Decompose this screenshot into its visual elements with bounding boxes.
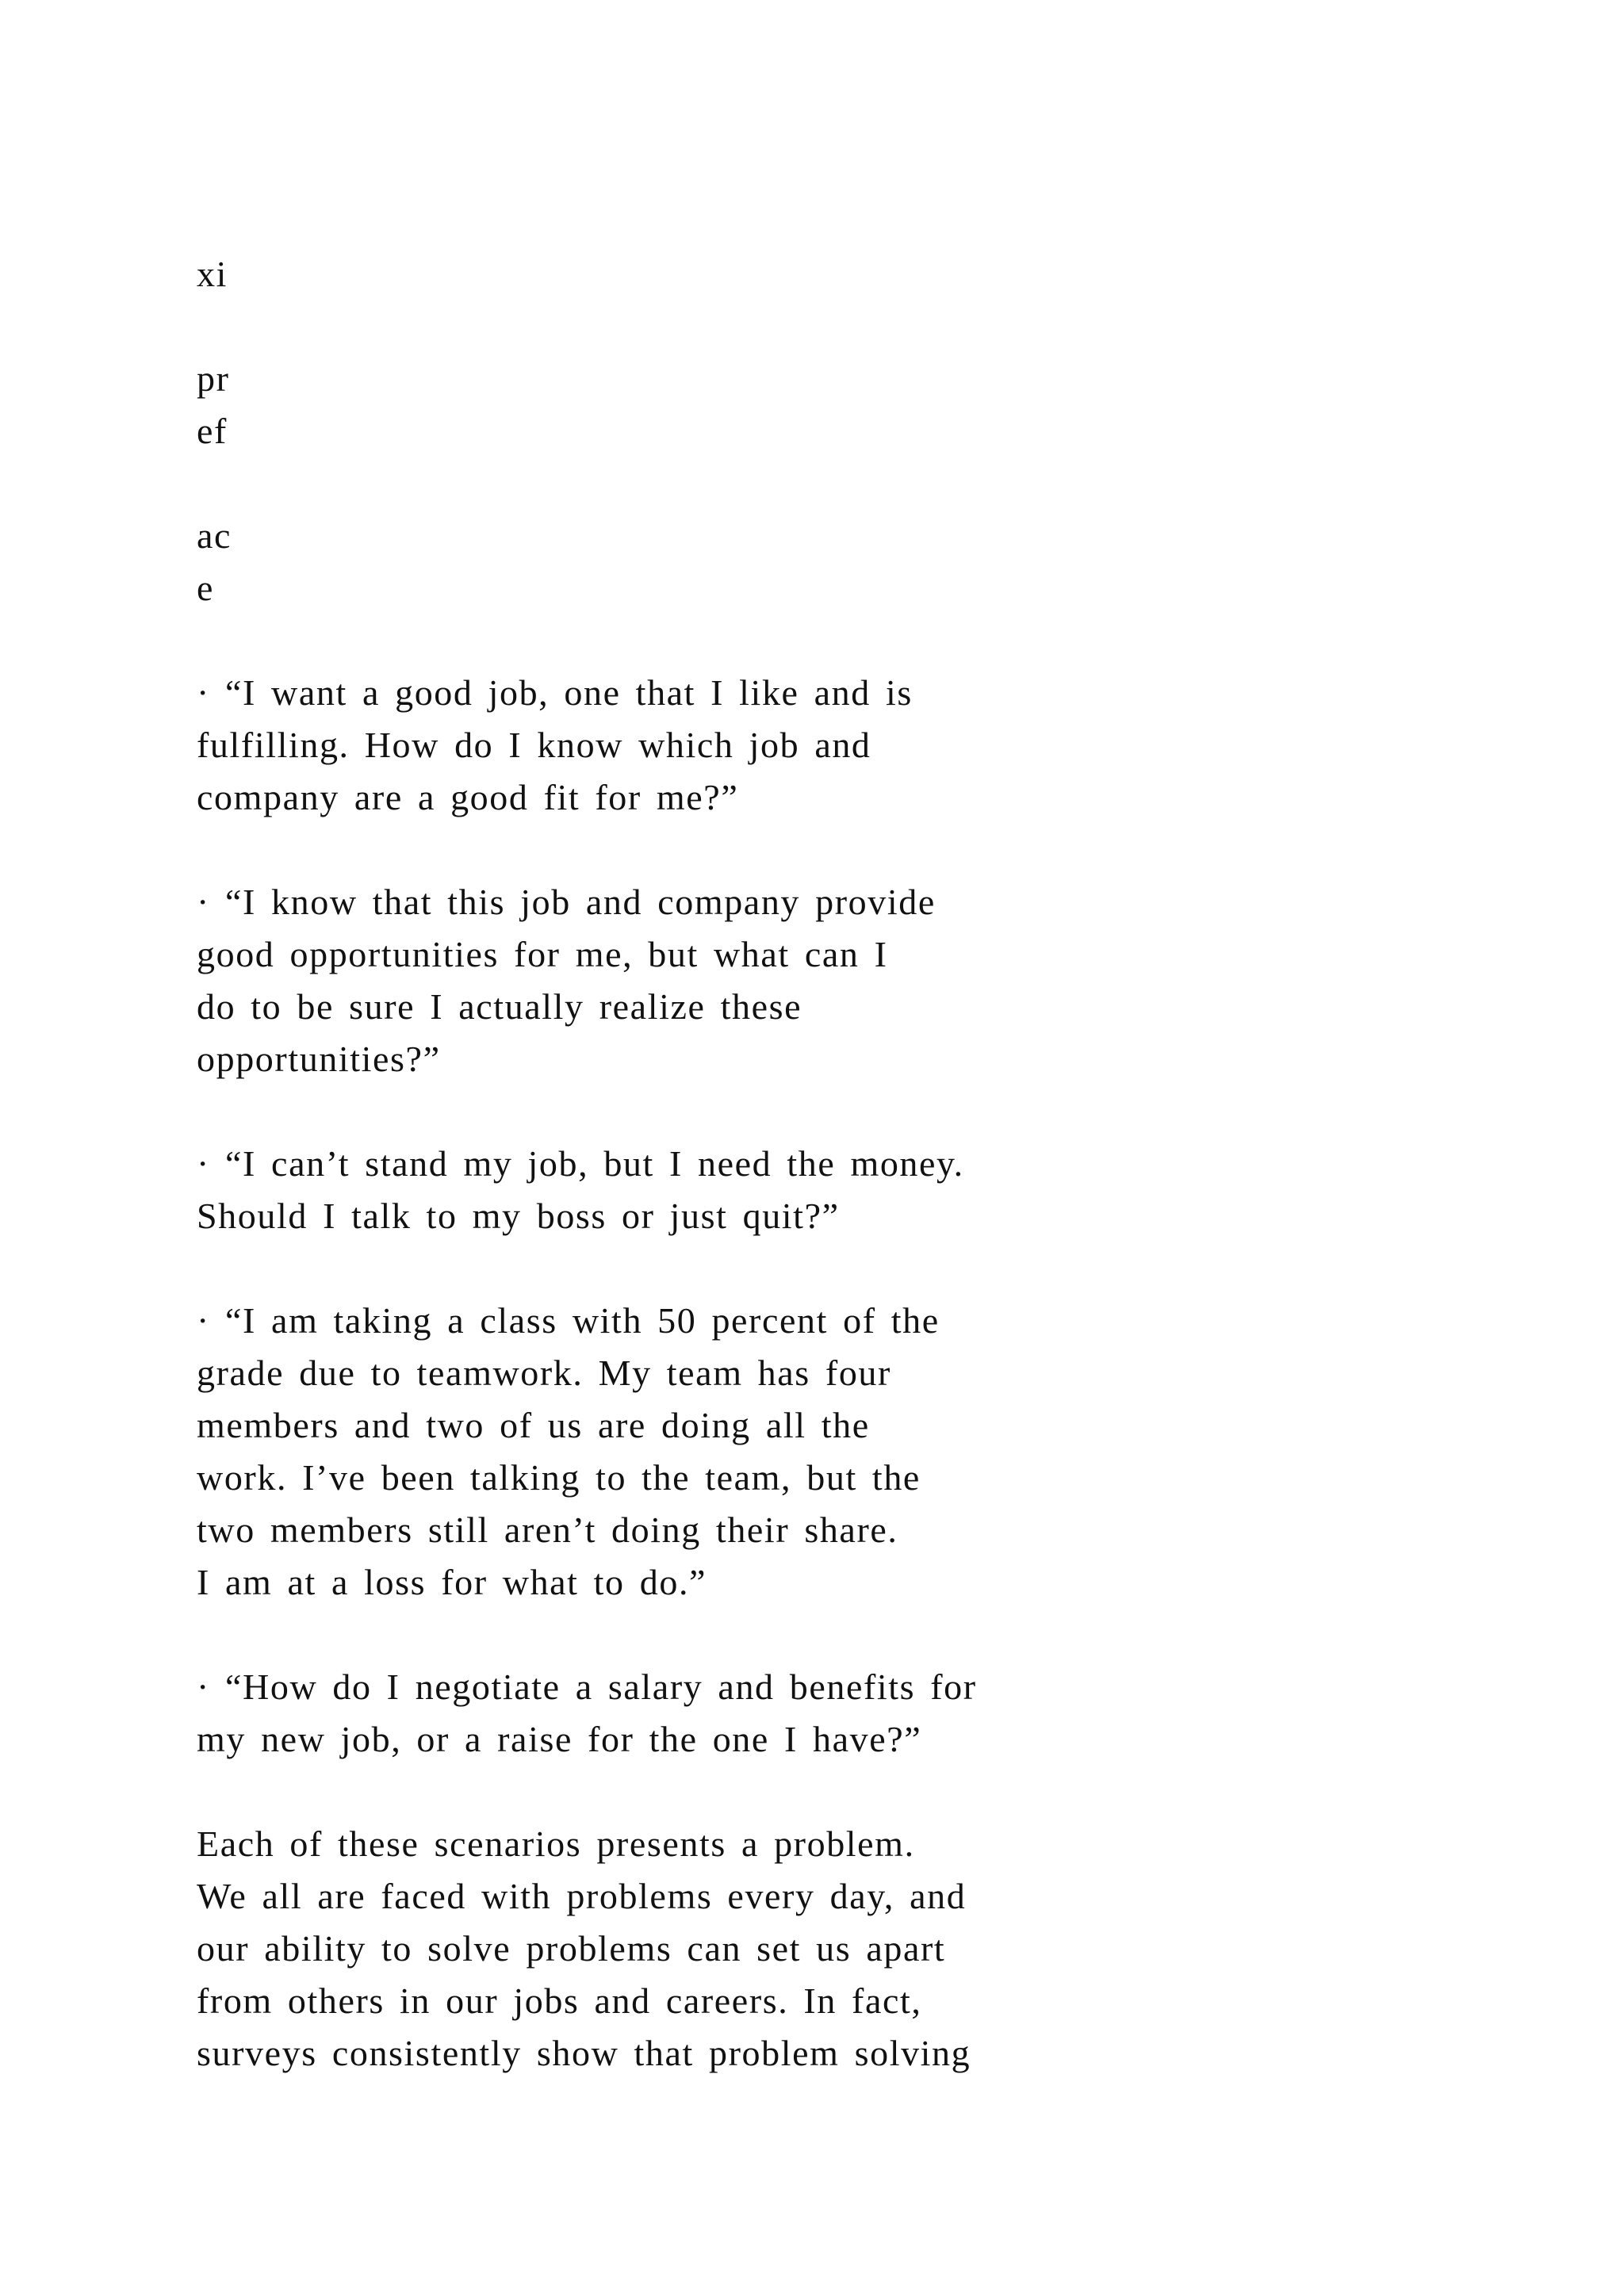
- question-4-line: grade due to teamwork. My team has four: [197, 1353, 891, 1393]
- heading-fragment: e: [197, 568, 215, 608]
- question-2-line: do to be sure I actually realize these: [197, 986, 802, 1027]
- question-5-line: · “How do I negotiate a salary and benefits for: [197, 1667, 977, 1707]
- heading-fragment: ef: [197, 411, 228, 451]
- question-4-line: work. I’ve been talking to the team, but the: [197, 1457, 921, 1498]
- question-5-line: my new job, or a raise for the one I have?”: [197, 1719, 922, 1759]
- closing-paragraph-line: surveys consistently show that problem solving: [197, 2033, 971, 2073]
- closing-paragraph-line: our ability to solve problems can set us apart: [197, 1928, 946, 1969]
- question-1-line: company are a good fit for me?”: [197, 777, 739, 817]
- question-2-line: opportunities?”: [197, 1039, 441, 1079]
- question-2-line: good opportunities for me, but what can I: [197, 934, 888, 974]
- question-4-line: members and two of us are doing all the: [197, 1405, 870, 1445]
- question-4-line: I am at a loss for what to do.”: [197, 1562, 707, 1602]
- question-4-line: · “I am taking a class with 50 percent of the: [197, 1300, 940, 1341]
- closing-paragraph-line: We all are faced with problems every day, and: [197, 1876, 967, 1916]
- page-number: xi: [197, 254, 228, 294]
- closing-paragraph-line: Each of these scenarios presents a problem.: [197, 1823, 915, 1864]
- heading-fragment: pr: [197, 358, 230, 399]
- question-3-line: Should I talk to my boss or just quit?”: [197, 1196, 840, 1236]
- question-4-line: two members still aren’t doing their share.: [197, 1510, 898, 1550]
- question-2-line: · “I know that this job and company provide: [197, 882, 936, 922]
- heading-fragment: ac: [197, 515, 232, 556]
- question-3-line: · “I can’t stand my job, but I need the money.: [197, 1143, 964, 1184]
- question-1-line: · “I want a good job, one that I like and is: [197, 672, 913, 713]
- question-1-line: fulfilling. How do I know which job and: [197, 725, 871, 765]
- closing-paragraph-line: from others in our jobs and careers. In fact,: [197, 1980, 922, 2021]
